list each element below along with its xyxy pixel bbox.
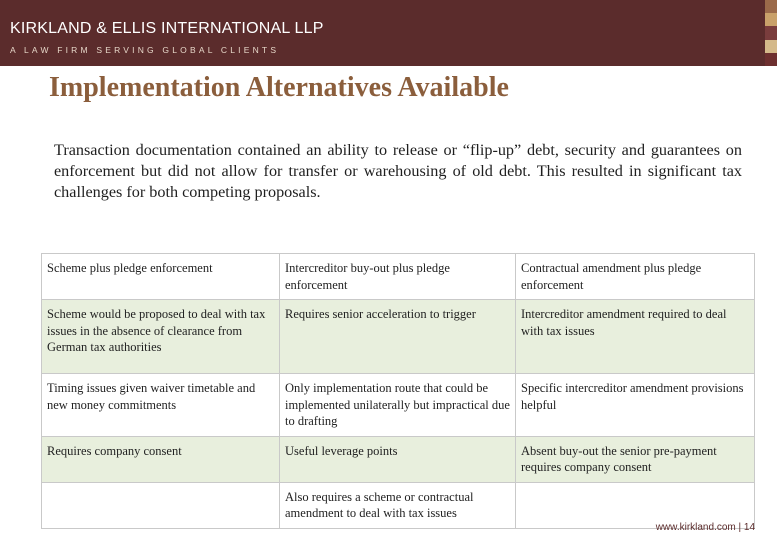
stripe-segment (765, 13, 777, 26)
table-cell: Timing issues given waiver timetable and new money commitments (42, 374, 280, 437)
table-row (42, 436, 755, 482)
table-cell: Intercreditor amendment required to deal with tax issues (516, 300, 755, 374)
header-bar (0, 0, 777, 66)
table-cell: Scheme plus pledge enforcement (42, 254, 280, 300)
table-cell: Useful leverage points (280, 436, 516, 482)
firm-tagline: A LAW FIRM SERVING GLOBAL CLIENTS (10, 45, 280, 55)
table-row (42, 374, 755, 437)
stripe-segment (765, 0, 777, 13)
table-cell: Contractual amendment plus pledge enforcement (516, 254, 755, 300)
table-row (42, 254, 755, 300)
table-cell: Also requires a scheme or contractual amendment to deal with tax issues (280, 482, 516, 528)
alternatives-table (41, 253, 755, 529)
table-row (42, 300, 755, 374)
intro-paragraph: Transaction documentation contained an ability to release or “flip-up” debt, security and guarantees on enforcement but did not allow for transfer or warehousing of old debt. This resulted in significant tax challenges for both competing proposals. (54, 141, 742, 201)
table-cell: Only implementation route that could be implemented unilaterally but impractical due to drafting (280, 374, 516, 437)
table-cell: Requires company consent (42, 436, 280, 482)
decorative-stripe (765, 0, 777, 66)
table-row (42, 482, 755, 528)
table-cell: Scheme would be proposed to deal with tax issues in the absence of clearance from German tax authorities (42, 300, 280, 374)
slide-title: Implementation Alternatives Available (49, 72, 509, 103)
table-cell: Intercreditor buy-out plus pledge enforcement (280, 254, 516, 300)
table-cell (42, 482, 280, 528)
stripe-segment (765, 26, 777, 39)
stripe-segment (765, 53, 777, 66)
table-cell: Absent buy-out the senior pre-payment requires company consent (516, 436, 755, 482)
firm-name: KIRKLAND & ELLIS INTERNATIONAL LLP (10, 20, 324, 37)
table-cell: Requires senior acceleration to trigger (280, 300, 516, 374)
footer-page-info: www.kirkland.com | 14 (655, 522, 755, 533)
stripe-segment (765, 40, 777, 53)
table-cell: Specific intercreditor amendment provisions helpful (516, 374, 755, 437)
